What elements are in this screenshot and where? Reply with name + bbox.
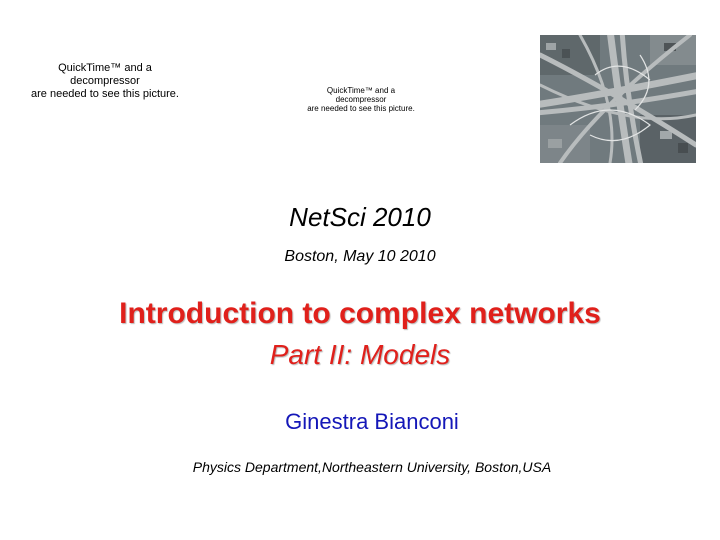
placeholder-line: decompressor	[335, 95, 387, 104]
highway-photo-graphic	[540, 35, 696, 163]
placeholder-line: are needed to see this picture.	[307, 104, 415, 113]
author-name: Ginestra Bianconi	[285, 409, 459, 434]
placeholder-line: decompressor	[70, 75, 140, 87]
talk-title: Introduction to complex networks	[119, 297, 601, 330]
conference-title: NetSci 2010	[289, 202, 431, 232]
conference-location-date: Boston, May 10 2010	[284, 248, 436, 265]
talk-subtitle: Part II: Models	[269, 339, 451, 370]
placeholder-line: are needed to see this picture.	[31, 88, 179, 100]
highway-interchange-photo	[540, 35, 696, 163]
placeholder-line: QuickTime™ and a	[326, 86, 396, 95]
placeholder-line: QuickTime™ and a	[58, 62, 152, 74]
author-affiliation: Physics Department,Northeastern University, Boston,USA	[192, 459, 552, 475]
quicktime-placeholder-center	[296, 86, 426, 113]
quicktime-placeholder-left	[10, 62, 200, 101]
